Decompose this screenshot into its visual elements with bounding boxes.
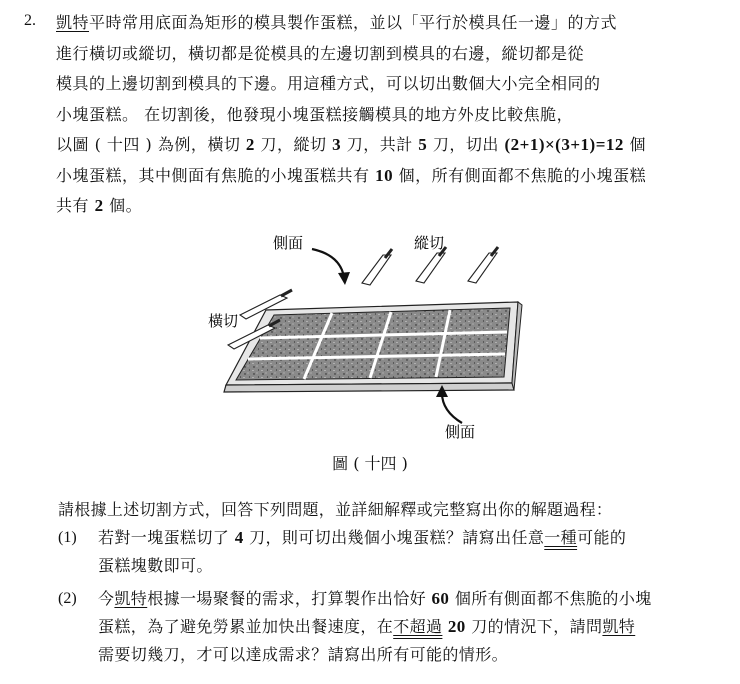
text-run: 根據一場聚餐的需求，打算製作出恰好 — [147, 589, 432, 608]
text-run: 需要切幾刀，才可以達成需求？請寫出所有可能的情形。 — [98, 645, 509, 664]
bold-number: 20 — [447, 617, 466, 636]
text-run: 個，所有側面都不焦脆的小塊蛋糕 — [393, 165, 647, 185]
arrow-icon — [312, 249, 344, 277]
bold-number: 2 — [94, 196, 104, 215]
text-run: 蛋糕塊數即可。 — [98, 556, 213, 575]
text-line — [98, 613, 726, 641]
knife-icon — [416, 247, 446, 283]
label-horizontal-cut: 橫切 — [208, 312, 239, 330]
underlined-text: 一種 — [544, 528, 578, 547]
text-run: 模具的上邊切割到模具的下邊。用這種方式，可以切出數個大小完全相同的 — [56, 74, 601, 93]
text-run: 小塊蛋糕。 在切割後，他發現小塊蛋糕接觸模具的地方外皮比較焦脆， — [56, 104, 574, 124]
figure-caption: 圖 ( 十四 ) — [332, 454, 408, 473]
text-run: 蛋糕，為了避免勞累並加快出餐速度，在 — [98, 617, 394, 636]
text-run: 刀，縱切 — [254, 135, 333, 154]
text-run: 刀的情況下，請問 — [465, 617, 603, 636]
label-vertical-cut: 縱切 — [414, 234, 445, 252]
bold-number: 3 — [332, 135, 342, 154]
label-side-bottom: 側面 — [445, 423, 476, 441]
arrow-icon — [442, 393, 462, 423]
text-line — [98, 552, 726, 580]
label-side-top: 側面 — [273, 234, 304, 252]
bold-number: 60 — [431, 589, 450, 608]
problem-paragraph — [56, 8, 724, 222]
text-line — [56, 130, 724, 161]
text-line — [56, 191, 724, 222]
text-line — [56, 69, 724, 100]
text-run: 刀，則可切出幾個小塊蛋糕？請寫出任意 — [243, 528, 545, 547]
text-line — [56, 161, 724, 192]
cake-cutting-figure — [180, 225, 540, 450]
bold-number: 4 — [234, 528, 244, 547]
text-line — [98, 524, 726, 552]
bold-number: 10 — [375, 165, 394, 185]
text-run: 個。 — [103, 196, 143, 215]
underlined-text: 凱特 — [602, 617, 636, 636]
text-run: 刀，共計 — [341, 135, 419, 154]
bold-number: 5 — [418, 135, 428, 154]
sub-question-text — [98, 524, 726, 580]
text-line — [56, 100, 724, 131]
text-run: 若對一塊蛋糕切了 — [98, 528, 235, 547]
text-run: 可能的 — [577, 528, 627, 547]
instructions: 請根據上述切割方式，回答下列問題，並詳細解釋或完整寫出你的解題過程： — [58, 500, 613, 519]
text-line — [98, 641, 726, 669]
question-number: 2. — [24, 12, 36, 29]
text-line — [56, 39, 724, 70]
underlined-text: 不超過 — [393, 617, 443, 636]
underlined-text: 凱特 — [114, 589, 148, 608]
sub-question-text — [98, 585, 726, 669]
bold-number: (2+1)×(3+1)=12 — [504, 135, 624, 154]
text-run: 以圖 ( 十四 ) 為例，橫切 — [56, 135, 246, 154]
knife-icon — [362, 249, 392, 285]
text-line — [98, 585, 726, 613]
text-run: 個所有側面都不焦脆的小塊 — [449, 589, 652, 608]
text-run: 共有 — [56, 196, 95, 215]
sub-question-label: (2) — [58, 590, 77, 607]
bold-number: 2 — [245, 135, 255, 154]
text-run: 個 — [623, 135, 646, 154]
sub-question-label: (1) — [58, 529, 77, 546]
underlined-text: 凱特 — [56, 13, 90, 32]
knife-icon — [468, 247, 498, 283]
text-run: 平時常用底面為矩形的模具製作蛋糕，並以「平行於模具任一邊」的方式 — [89, 13, 618, 32]
text-run: 今 — [98, 589, 115, 608]
text-run: 進行橫切或縱切，橫切都是從模具的左邊切割到模具的右邊，縱切都是從 — [56, 43, 585, 63]
text-run: 小塊蛋糕，其中側面有焦脆的小塊蛋糕共有 — [56, 165, 376, 185]
text-line — [56, 8, 724, 39]
text-run: 刀，切出 — [427, 135, 505, 154]
